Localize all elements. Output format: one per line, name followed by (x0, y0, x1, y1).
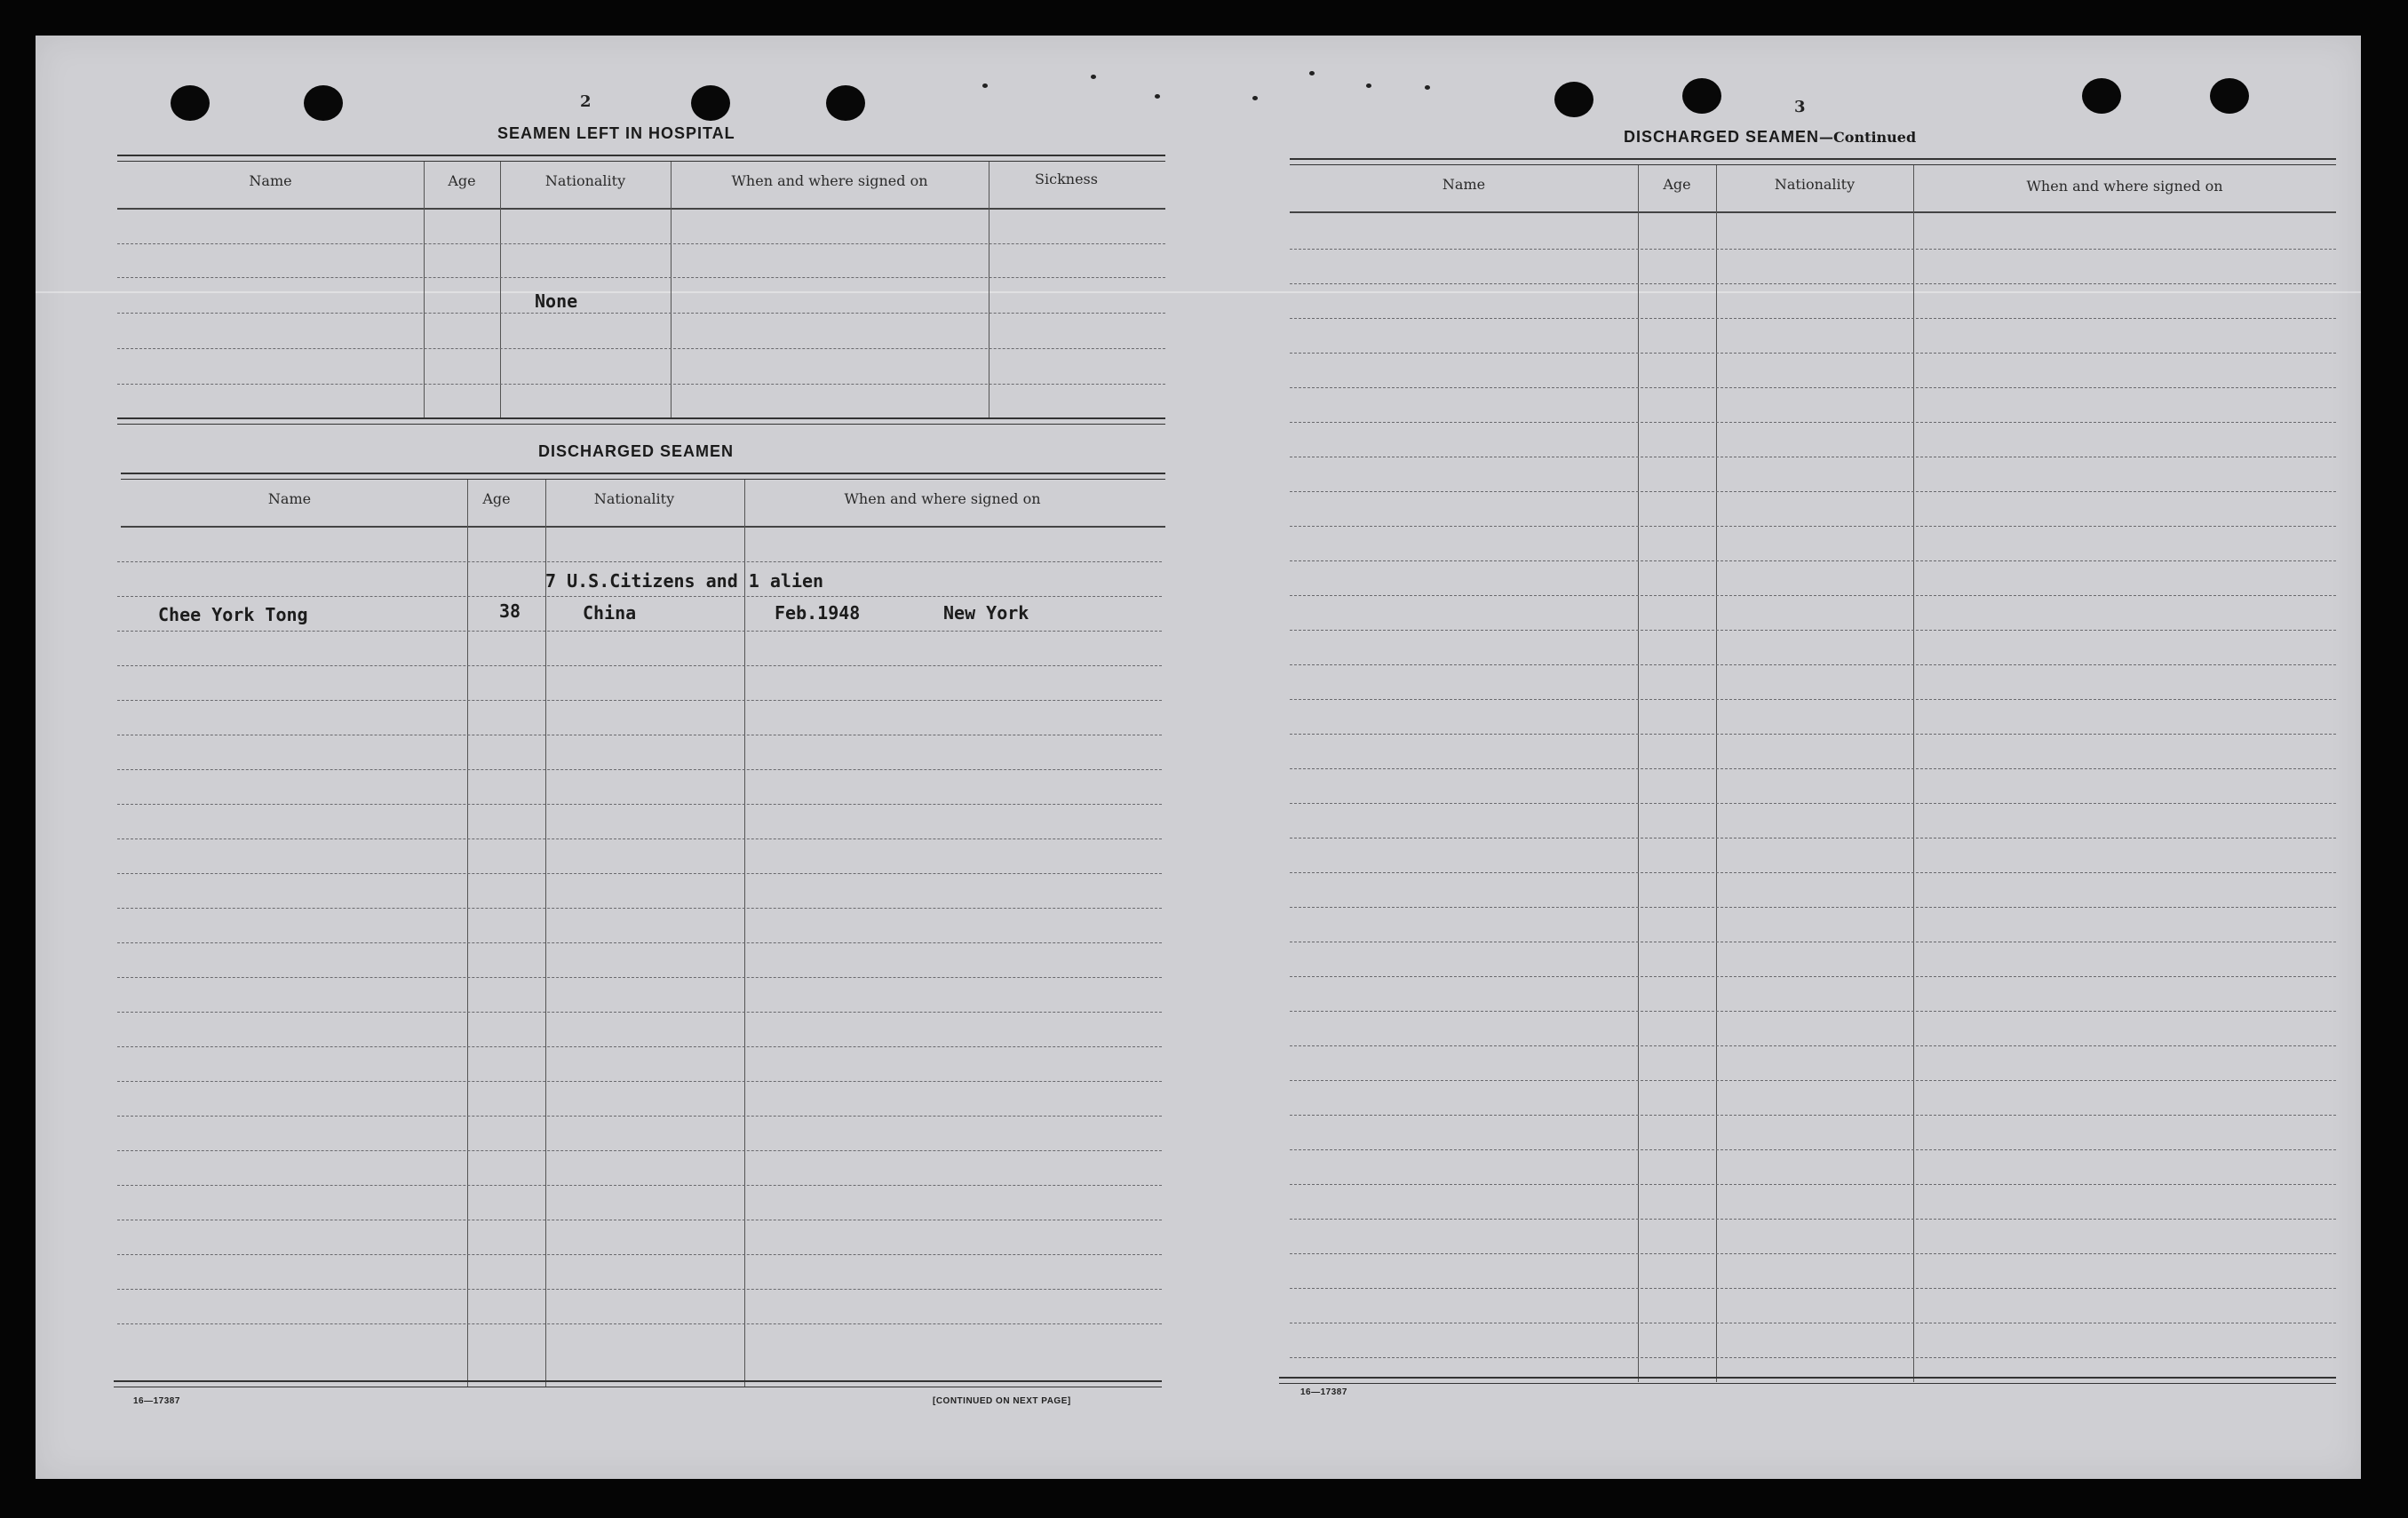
hospital-col-nationality: Nationality (544, 172, 626, 189)
hospital-top-rule (117, 155, 1165, 162)
form-row-line (117, 1254, 1162, 1255)
punch-hole (2210, 78, 2249, 114)
form-row-line (1290, 387, 2336, 388)
hospital-row-line (117, 313, 1165, 314)
discharged-summary: 7 U.S.Citizens and 1 alien (545, 570, 824, 592)
form-row-line (117, 1185, 1162, 1186)
punch-hole (1554, 82, 1593, 117)
discharged-col-name: Name (267, 490, 312, 507)
form-row-line (1290, 526, 2336, 527)
paper-fold (36, 291, 2361, 293)
discharged-col-divider (744, 480, 745, 1387)
discharged-row-nationality: China (583, 602, 637, 624)
speck (1155, 94, 1160, 99)
form-row-line (117, 873, 1162, 874)
form-row-line (1290, 1011, 2336, 1012)
form-row-line (1290, 283, 2336, 284)
hospital-col-divider (424, 162, 425, 419)
form-row-line (117, 1046, 1162, 1047)
right-header-rule (1290, 211, 2336, 213)
form-row-line (1290, 907, 2336, 908)
form-number-left: 16—17387 (133, 1396, 180, 1406)
hospital-row-line (117, 384, 1165, 385)
page-number-right: 3 (1794, 98, 1806, 116)
discharged-row-age: 38 (499, 600, 521, 622)
continued-title-text: DISCHARGED SEAMEN (1624, 128, 1820, 146)
form-row-line (117, 769, 1162, 770)
punch-hole (691, 85, 730, 121)
punch-hole (2082, 78, 2121, 114)
form-row-line (1290, 1115, 2336, 1116)
form-row-line (1290, 1149, 2336, 1150)
hospital-bottom-rule (117, 417, 1165, 425)
form-row-line (117, 665, 1162, 666)
hospital-col-divider (671, 162, 672, 419)
discharged-header-rule (121, 526, 1165, 528)
punch-hole (1682, 78, 1721, 114)
form-row-line (1290, 353, 2336, 354)
form-row-line (1290, 1184, 2336, 1185)
form-row-line (117, 977, 1162, 978)
form-row-line (1290, 699, 2336, 700)
form-row-line (117, 1323, 1162, 1324)
speck (1366, 83, 1371, 88)
hospital-section-title: SEAMEN LEFT IN HOSPITAL (497, 124, 735, 142)
form-row-line (1290, 768, 2336, 769)
form-row-line (1290, 422, 2336, 423)
form-row-line (117, 1081, 1162, 1082)
speck (982, 83, 988, 88)
continued-section-title (1624, 128, 1916, 147)
continued-note: [CONTINUED ON NEXT PAGE] (933, 1396, 1071, 1406)
discharged-row-place: New York (943, 602, 1029, 624)
hospital-col-divider (500, 162, 501, 419)
form-row-line (117, 804, 1162, 805)
form-row-line (1290, 1253, 2336, 1254)
right-col-name: Name (1442, 176, 1486, 193)
hospital-col-age: Age (448, 172, 476, 189)
right-col-divider (1638, 165, 1639, 1382)
form-row-line (117, 700, 1162, 701)
hospital-nationality-entry: None (535, 290, 578, 312)
form-row-line (117, 631, 1162, 632)
right-col-signed-on: When and where signed on (2026, 178, 2223, 195)
form-row-line (1290, 560, 2336, 561)
discharged-col-divider (467, 480, 468, 1387)
right-top-rule (1290, 158, 2336, 165)
form-row-line (1290, 318, 2336, 319)
form-row-line (117, 1012, 1162, 1013)
form-row-line (1290, 491, 2336, 492)
speck (1252, 96, 1258, 100)
hospital-row-line (117, 348, 1165, 349)
hospital-col-name: Name (249, 172, 292, 189)
hospital-col-signed-on: When and where signed on (731, 172, 928, 189)
form-row-line (117, 942, 1162, 943)
discharged-col-signed-on: When and where signed on (844, 490, 1041, 507)
form-row-line (117, 838, 1162, 839)
continued-title-suffix: —Continued (1819, 129, 1917, 146)
discharged-section-title: DISCHARGED SEAMEN (538, 442, 735, 460)
form-row-line (1290, 976, 2336, 977)
right-col-divider (1716, 165, 1717, 1382)
form-row-line (1290, 734, 2336, 735)
punch-hole (304, 85, 343, 121)
form-row-line (117, 1116, 1162, 1117)
form-row-line (1290, 664, 2336, 665)
form-row-line (1290, 595, 2336, 596)
form-row-line (117, 908, 1162, 909)
right-col-divider (1913, 165, 1914, 1382)
speck (1425, 85, 1430, 90)
form-row-line (1290, 630, 2336, 631)
page-number-left: 2 (580, 92, 592, 111)
discharged-col-nationality: Nationality (593, 490, 675, 507)
form-row-line (1290, 1219, 2336, 1220)
discharged-col-age: Age (482, 490, 511, 507)
hospital-col-sickness: Sickness (1035, 171, 1098, 187)
form-row-line (117, 561, 1162, 562)
right-bottom-rule (1279, 1377, 2336, 1384)
right-col-age: Age (1663, 176, 1691, 193)
form-row-line (1290, 1357, 2336, 1358)
punch-hole (171, 85, 210, 121)
document-sheet (36, 36, 2361, 1479)
discharged-col-divider (545, 480, 546, 1387)
right-col-nationality: Nationality (1774, 176, 1856, 193)
form-row-line (1290, 1288, 2336, 1289)
hospital-row-line (117, 243, 1165, 244)
speck (1309, 71, 1315, 76)
speck (1091, 75, 1096, 79)
form-row-line (1290, 1045, 2336, 1046)
form-number-right: 16—17387 (1300, 1387, 1347, 1397)
form-row-line (1290, 249, 2336, 250)
hospital-header-rule (117, 208, 1165, 210)
discharged-row-name: Chee York Tong (158, 604, 308, 625)
discharged-row-date: Feb.1948 (775, 602, 861, 624)
form-row-line (117, 1289, 1162, 1290)
punch-hole (826, 85, 865, 121)
discharged-top-rule (121, 473, 1165, 480)
form-row-line (1290, 872, 2336, 873)
hospital-row-line (117, 277, 1165, 278)
form-row-line (117, 1150, 1162, 1151)
form-row-line (1290, 803, 2336, 804)
form-row-line (117, 596, 1162, 597)
form-row-line (1290, 1080, 2336, 1081)
discharged-bottom-rule (114, 1380, 1162, 1387)
